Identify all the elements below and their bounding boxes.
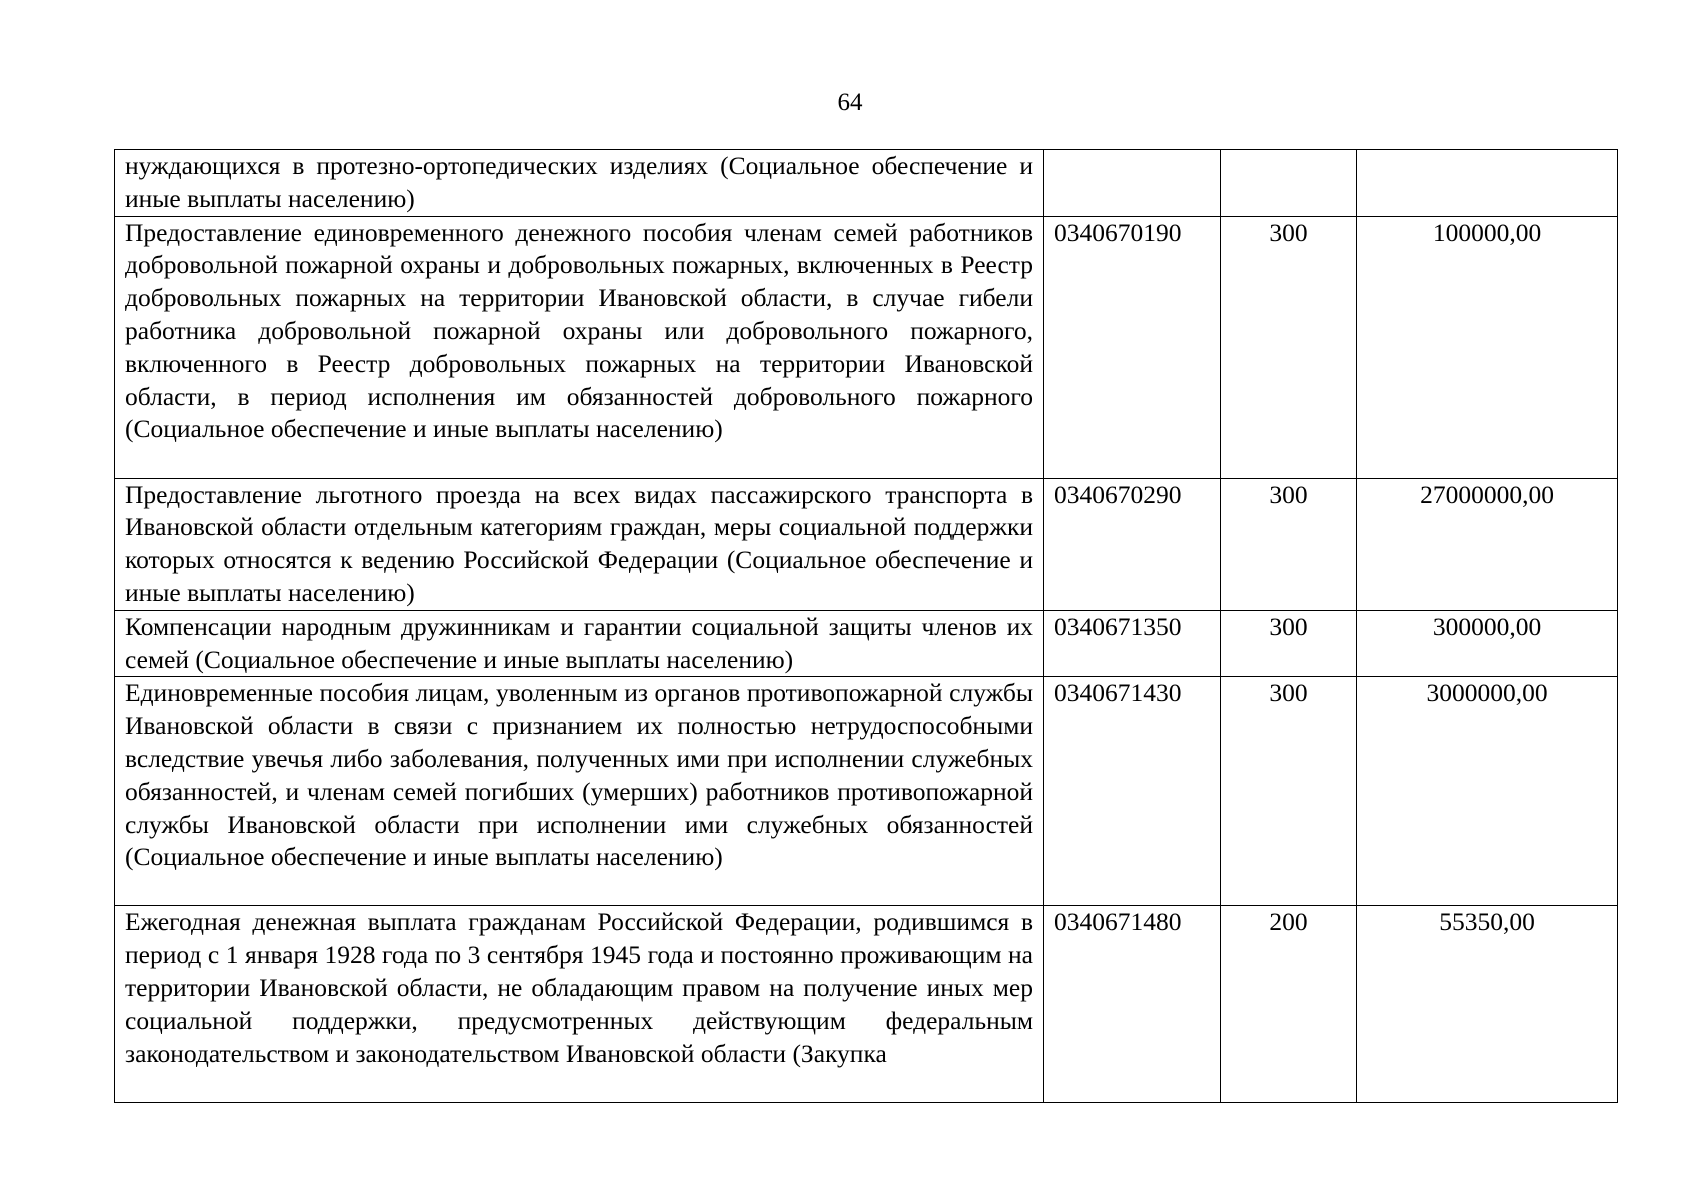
budget-table <box>114 149 1618 1103</box>
row-name-cell <box>115 216 1044 478</box>
row-name-cell <box>115 677 1044 906</box>
row-name-text: Предоставление единовременного денежного пособия членам семей работников добровольной пожарной охраны и добровольных пожарных, включенных в Реестр добровольных пожарных на территории Ивановской области, в случае гибели работника добровольной пожарной охраны или добровольного пожарного, включенного в Реестр добровольных пожарных на территории Ивановской области, в период исполнения им обязанностей добровольного пожарного (Социальное обеспечение и иные выплаты населению) <box>125 217 1033 444</box>
row-type-cell: 300 <box>1221 216 1357 478</box>
row-sum-cell: 3000000,00 <box>1357 677 1618 906</box>
row-code-cell: 0340670190 <box>1044 216 1221 478</box>
row-type-cell: 300 <box>1221 610 1357 677</box>
row-type-cell: 200 <box>1221 906 1357 1103</box>
row-code-cell <box>1044 150 1221 217</box>
row-code-cell: 0340671350 <box>1044 610 1221 677</box>
row-name-text: Ежегодная денежная выплата гражданам Российской Федерации, родившимся в период с 1 января 1928 года по 3 сентября 1945 года и постоянно проживающим на территории Ивановской области, не обладающим правом на получение иных мер социальной поддержки, предусмотренных действующим федеральным законодательством и законодательством Ивановской области (Закупка <box>125 907 1033 1068</box>
row-name-cell <box>115 150 1044 217</box>
row-code-cell: 0340671430 <box>1044 677 1221 906</box>
table-row <box>115 478 1618 610</box>
row-sum-cell: 100000,00 <box>1357 216 1618 478</box>
row-type-cell: 300 <box>1221 478 1357 610</box>
row-name-cell <box>115 610 1044 677</box>
row-name-text: Компенсации народным дружинникам и гарантии социальной защиты членов их семей (Социальное обеспечение и иные выплаты населению) <box>125 611 1033 674</box>
row-code-cell: 0340671480 <box>1044 906 1221 1103</box>
row-type-cell: 300 <box>1221 677 1357 906</box>
row-sum-cell <box>1357 150 1618 217</box>
row-name-text: Единовременные пособия лицам, уволенным из органов противопожарной службы Ивановской области в связи с признанием их полностью нетрудоспособными вследствие увечья либо заболевания, полученных ими при исполнении служебных обязанностей, и членам семей погибших (умерших) работников противопожарной службы Ивановской области при исполнении ими служебных обязанностей (Социальное обеспечение и иные выплаты населению) <box>125 678 1033 872</box>
table-row <box>115 677 1618 906</box>
row-code-cell: 0340670290 <box>1044 478 1221 610</box>
table-row <box>115 150 1618 217</box>
row-name-text: Предоставление льготного проезда на всех видах пассажирского транспорта в Ивановской области отдельным категориям граждан, меры социальной поддержки которых относятся к ведению Российской Федерации (Социальное обеспечение и иные выплаты населению) <box>125 479 1033 607</box>
page-number: 64 <box>837 89 863 116</box>
row-type-cell <box>1221 150 1357 217</box>
row-name-cell <box>115 478 1044 610</box>
row-sum-cell: 27000000,00 <box>1357 478 1618 610</box>
row-name-text: нуждающихся в протезно-ортопедических изделиях (Социальное обеспечение и иные выплаты населению) <box>125 151 1033 213</box>
row-sum-cell: 55350,00 <box>1357 906 1618 1103</box>
table-row <box>115 906 1618 1103</box>
row-name-cell <box>115 906 1044 1103</box>
row-sum-cell: 300000,00 <box>1357 610 1618 677</box>
table-row <box>115 610 1618 677</box>
table-row <box>115 216 1618 478</box>
